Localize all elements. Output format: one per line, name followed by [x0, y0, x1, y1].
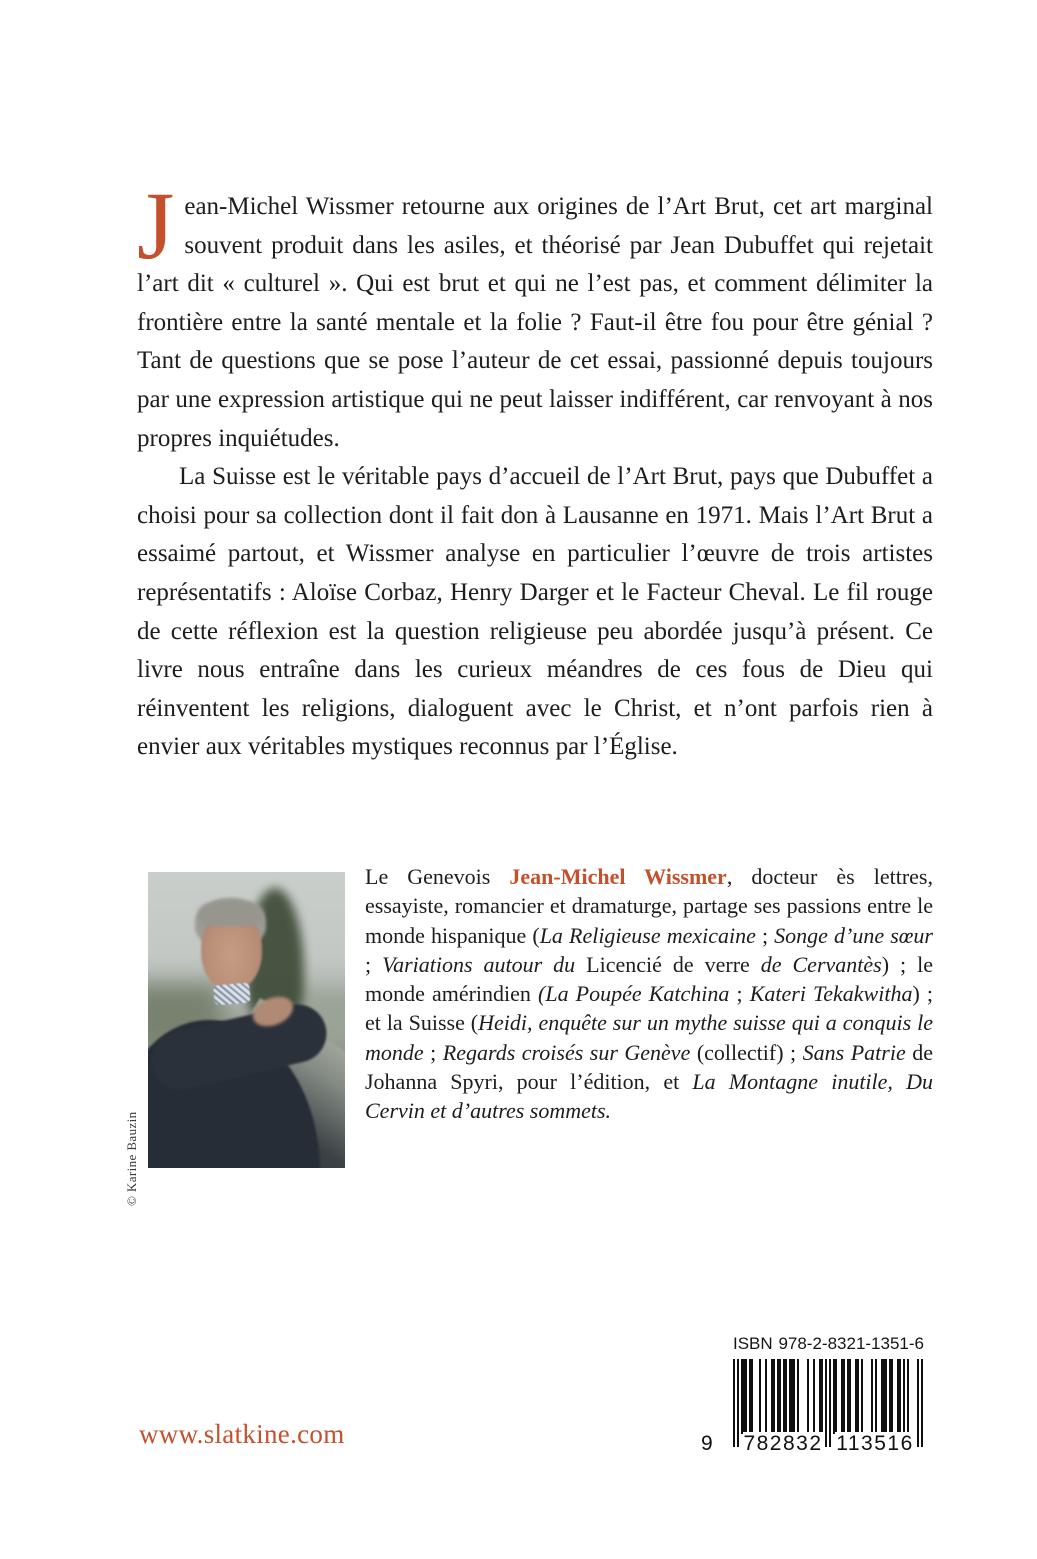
- barcode-bar: [891, 1359, 893, 1434]
- author-photo: [148, 872, 345, 1168]
- bio-text-run: Sans Patrie: [802, 1039, 906, 1065]
- barcode-bar: [899, 1359, 901, 1434]
- bio-text-run: Songe d’une sœur: [774, 922, 933, 948]
- barcode-bar: [813, 1359, 815, 1434]
- barcode-digit-system: 9: [701, 1432, 713, 1455]
- barcode-bar: [745, 1359, 747, 1434]
- bio-text-run: Kateri Tekakwitha: [749, 981, 913, 1007]
- synopsis-paragraph-2: La Suisse est le véritable pays d’accueil de l’Art Brut, pays que Dubuffet a choisi pour sa collection dont il fait don à Lausanne en 1971. Mais l’Art Brut a essaimé partout, et Wissmer analyse en particulier l’œuvre de trois artistes représentatifs : Aloïse Corbaz, Henry Darger et le Facteur Cheval. Le fil rouge de cette réflexion est la question religieuse peu abordée jusqu’à présent. Ce livre nous entraîne dans les curieux méandres de ces fous de Dieu qui réinventent les religions, dialoguent avec le Christ, et n’ont parfois rien à envier aux véritables mystiques reconnus par l’Église.: [137, 463, 933, 761]
- bio-text-run: Jean-Michel Wissmer: [509, 864, 727, 889]
- barcode-bar: [903, 1359, 905, 1434]
- bio-text-run: Variations autour du: [382, 951, 576, 977]
- barcode-bar: [843, 1359, 845, 1434]
- barcode-bar: [917, 1359, 919, 1447]
- publisher-url: www.slatkine.com: [139, 1419, 345, 1449]
- bio-text-run: ;: [755, 922, 775, 948]
- barcode-bar: [829, 1359, 831, 1447]
- bio-text-run: (collectif) ;: [690, 1039, 803, 1065]
- barcode-digits-right: 113516: [836, 1432, 914, 1455]
- barcode-bar: [733, 1359, 735, 1447]
- barcode-bar: [821, 1359, 823, 1434]
- barcode-bar: [793, 1359, 795, 1434]
- bio-text-run: ;: [365, 951, 383, 977]
- isbn-number: 978-2-8321-1351-6: [778, 1334, 924, 1353]
- bio-text-run: ;: [729, 981, 750, 1007]
- barcode-bar: [773, 1359, 775, 1434]
- synopsis: [137, 172, 933, 767]
- barcode-digits-left: 782832: [743, 1432, 823, 1455]
- barcode-bar: [797, 1359, 799, 1434]
- bio-text-run: ) ; et la Suisse (: [365, 981, 933, 1036]
- bio-text-run: Regards croisés sur Genève: [442, 1039, 691, 1065]
- bio-text-run: La Montagne inutile, Du Cervin et d’autres sommets.: [365, 1069, 933, 1124]
- bio-text-run: de Cervantès: [760, 951, 882, 977]
- isbn-label: ISBN: [733, 1334, 773, 1353]
- bio-text-run: , docteur ès lettres, essayiste, romancier et dramaturge, partage ses passions entre le monde hispanique (: [365, 864, 933, 948]
- barcode-bar: [885, 1359, 887, 1434]
- barcode-bar: [807, 1359, 809, 1434]
- photo-credit: © Karine Bauzin: [124, 1111, 139, 1206]
- bio-text-run: de Johanna Spyri, pour l’édition, et: [365, 1039, 933, 1095]
- bio-text-run: Le Genevois: [365, 864, 510, 889]
- barcode-bar: [765, 1359, 767, 1434]
- isbn-line: [733, 1334, 924, 1354]
- barcode-bar: [835, 1359, 837, 1434]
- barcode-bar: [785, 1359, 787, 1434]
- barcode-bar: [737, 1359, 739, 1447]
- barcode-bar: [751, 1359, 753, 1434]
- synopsis-paragraph-1-text: ean-Michel Wissmer retourne aux origines de l’Art Brut, cet art marginal souvent produit dans les asiles, et théorisé par Jean Dubuffet qui rejetait l’art dit « culturel ». Qui est brut et qui ne l’est pas, et comment délimiter la frontière entre la santé mentale et la folie ? Faut-il être fou pour être génial ? Tant de questions que se pose l’auteur de cet essai, passionné depuis toujours par une expression artistique qui ne peut laisser indifférent, car renvoyant à nos propres inquiétudes.: [137, 193, 933, 452]
- author-bio: [365, 862, 933, 1126]
- bio-text-run: ;: [423, 1039, 443, 1065]
- photo-author-collar: [213, 982, 251, 1005]
- barcode-bar: [857, 1359, 859, 1434]
- bio-text-run: ) ; le monde amérindien: [365, 951, 933, 1007]
- barcode-bar: [825, 1359, 827, 1447]
- bio-text-run: La Religieuse mexicaine: [539, 922, 756, 948]
- barcode-bar: [875, 1359, 877, 1434]
- barcode-bar: [907, 1359, 909, 1434]
- barcode-bar: [779, 1359, 781, 1434]
- barcode-bar: [849, 1359, 851, 1434]
- synopsis-paragraph-1: [137, 172, 933, 458]
- barcode-bar: [759, 1359, 761, 1434]
- barcode-bar: [921, 1359, 923, 1447]
- barcode-bar: [871, 1359, 873, 1434]
- bio-text-run: (La Poupée Katchina: [538, 981, 730, 1007]
- drop-cap: J: [137, 172, 175, 279]
- barcode-bar: [861, 1359, 863, 1434]
- bio-text-run: Heidi, enquête sur un mythe suisse qui a conquis le monde: [365, 1010, 933, 1065]
- photo-author-hair-top: [198, 900, 264, 926]
- bio-text-run: Licencié de verre: [575, 951, 761, 977]
